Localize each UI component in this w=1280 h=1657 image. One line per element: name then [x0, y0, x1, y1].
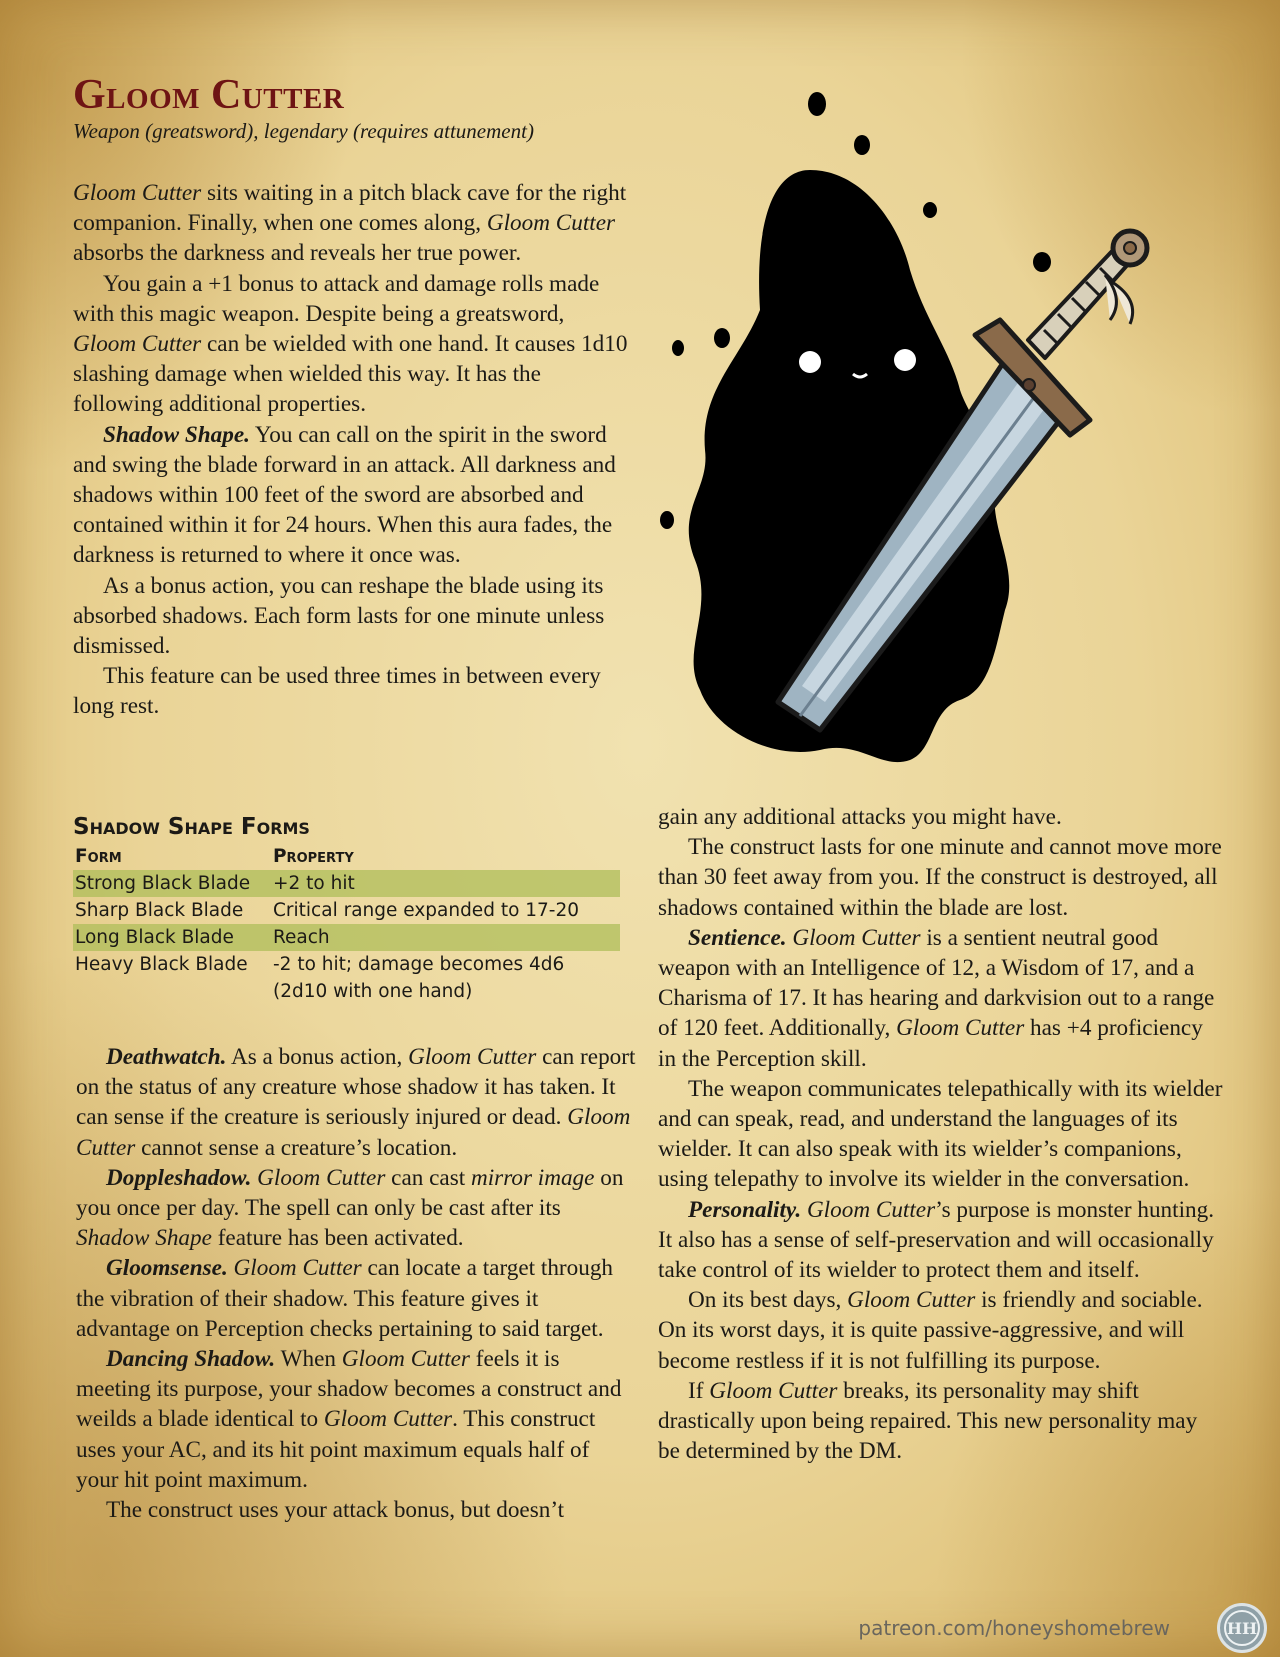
table-row — [73, 897, 620, 924]
dancing-shadow-lead: Dancing Shadow. — [106, 1346, 276, 1373]
continued-line: gain any additional attacks you might have. — [658, 804, 1062, 830]
shadow-shape-lead: Shadow Shape. — [103, 421, 250, 448]
column-header-form: Form — [75, 846, 122, 867]
table-row — [73, 924, 620, 951]
property-cell: Reach — [271, 924, 620, 951]
shadow-eye-right — [894, 349, 916, 371]
communication-paragraph: The weapon communicates telepathically with its wielder and can speak, read, and understand the languages of its wielder. It can also speak with its wielder’s companions, using telepathy to involve its wielder in the conversation. — [658, 1075, 1223, 1193]
table-row — [73, 951, 620, 1005]
form-cell: Strong Black Blade — [73, 870, 271, 897]
deathwatch-paragraph: Deathwatch. As a bonus action, Gloom Cutter can report on the status of any creature whose shadow it has taken. It can sense if the creature is seriously injured or dead. Gloom Cutter cannot sense a creature’s location. — [76, 1044, 636, 1161]
page-title: Gloom Cutter — [73, 72, 345, 118]
column-header-property: Property — [273, 846, 354, 867]
reshape-paragraph: As a bonus action, you can reshape the blade using its absorbed shadows. Each form lasts for one minute unless dismissed. — [73, 572, 605, 660]
gloomsense-paragraph: Gloomsense. Gloom Cutter can locate a target through the vibration of their shadow. This feature gives it advantage on Perception checks pertaining to said target. — [76, 1255, 614, 1342]
best-days-paragraph: On its best days, Gloom Cutter is friendly and sociable. On its worst days, it is quite passive-aggressive, and will become restless if it is not fulfilling its purpose. — [658, 1287, 1203, 1374]
gloom-cutter-illustration — [660, 90, 1220, 790]
gloomsense-lead: Gloomsense. — [106, 1255, 228, 1282]
property-cell: -2 to hit; damage becomes 4d6 (2d10 with one hand) — [273, 954, 565, 1002]
form-cell: Sharp Black Blade — [75, 900, 244, 921]
form-cell: Heavy Black Blade — [75, 954, 248, 975]
personality-lead: Personality. — [688, 1196, 802, 1223]
construct-paragraph: The construct uses your attack bonus, but doesn’t — [106, 1497, 565, 1524]
breaks-paragraph: If Gloom Cutter breaks, its personality may shift drastically upon being repaired. This new personality may be determined by the DM. — [658, 1377, 1198, 1465]
hh-logo-mark — [1222, 1608, 1262, 1648]
forms-table-title: Shadow Shape Forms — [73, 814, 310, 840]
personality-paragraph: Personality. Gloom Cutter’s purpose is monster hunting. It also has a sense of self-preservation and will occasionally take control of its wielder to protect them and itself. — [658, 1196, 1215, 1284]
construct-duration-paragraph: The construct lasts for one minute and cannot move more than 30 feet away from you. If the construct is destroyed, all shadows contained within the blade are lost. — [658, 834, 1222, 921]
shadow-shape-paragraph: Shadow Shape. You can call on the spirit in the sword and swing the blade forward in an attack. All darkness and shadows within 100 feet of the sword are absorbed and contained within it for 24 hours. When this aura fades, the darkness is returned to where it once was. — [73, 421, 616, 569]
right-column — [658, 802, 1224, 1466]
item-subtitle: Weapon (greatsword), legendary (requires attunement) — [73, 119, 534, 143]
sentience-lead: Sentience. — [688, 924, 787, 951]
sentience-paragraph: Sentience. Gloom Cutter is a sentient neutral good weapon with an Intelligence of 12, a Wisdom of 17, and a Charisma of 17. It has hearing and darkvision out to a range of 120 feet. Additionally, Gloom Cutter has +4 proficiency in the Perception skill. — [658, 924, 1215, 1072]
dancing-shadow-paragraph: Dancing Shadow. When Gloom Cutter feels it is meeting its purpose, your shadow becomes a construct and weilds a blade identical to Gloom Cutter. This construct uses your AC, and its hit point maximum equals half of your hit point maximum. — [76, 1346, 622, 1493]
intro-paragraph-1: Gloom Cutter sits waiting in a pitch black cave for the right companion. Finally, when one comes along, Gloom Cutter absorbs the darkness and reveals her true power. — [73, 180, 627, 267]
honeys-homebrew-logo — [1217, 1603, 1267, 1653]
left-lower-section — [76, 1042, 636, 1525]
table-row — [73, 870, 620, 897]
deathwatch-lead: Deathwatch. — [106, 1044, 227, 1070]
form-cell: Long Black Blade — [73, 924, 271, 951]
svg-text:HH: HH — [1226, 1619, 1258, 1638]
intro-section — [73, 178, 633, 722]
intro-paragraph-2: You gain a +1 bonus to attack and damage rolls made with this magic weapon. Despite being a greatsword, Gloom Cutter can be wielded with one hand. It causes 1d10 slashing damage when wielded this way. It has the following additional properties. — [73, 270, 628, 418]
property-cell: Critical range expanded to 17-20 — [273, 900, 580, 921]
property-cell: +2 to hit — [271, 870, 620, 897]
doppleshadow-lead: Doppleshadow. — [106, 1164, 252, 1191]
uses-paragraph: This feature can be used three times in between every long rest. — [73, 663, 601, 720]
patreon-link[interactable]: patreon.com/honeyshomebrew — [858, 1616, 1170, 1640]
shadow-eye-left — [799, 351, 821, 373]
forms-table — [73, 844, 620, 1005]
doppleshadow-paragraph: Doppleshadow. Gloom Cutter can cast mirror image on you once per day. The spell can only be cast after its Shadow Shape feature has been activated. — [76, 1164, 624, 1252]
